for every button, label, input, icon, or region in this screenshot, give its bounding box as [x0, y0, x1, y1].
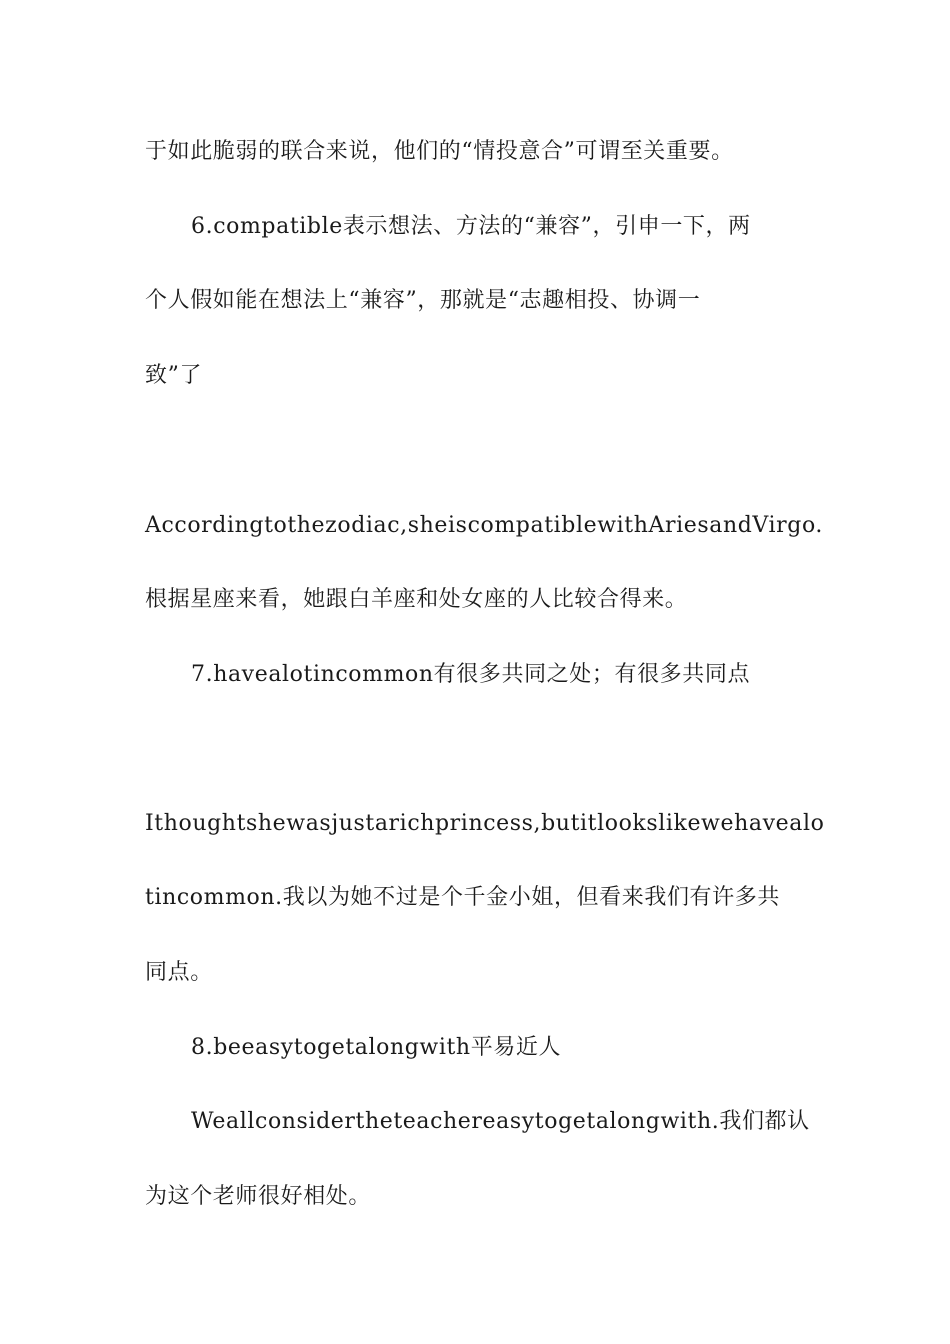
text-line-12: Weallconsidertheteachereasytogetalongwith.我们都认 [191, 1109, 810, 1134]
text-line-7: 7.havealotincommon有很多共同之处；有很多共同点 [191, 662, 751, 687]
text-line-9: tincommon.我以为她不过是个千金小姐，但看来我们有许多共 [145, 885, 780, 910]
text-line-3: 个人假如能在想法上“兼容”，那就是“志趣相投、协调一 [145, 288, 701, 313]
text-line-13: 为这个老师很好相处。 [145, 1184, 372, 1209]
text-line-4: 致”了 [145, 363, 203, 388]
text-line-6: 根据星座来看，她跟白羊座和处女座的人比较合得来。 [145, 587, 688, 612]
text-line-10: 同点。 [145, 960, 213, 985]
text-line-1: 于如此脆弱的联合来说，他们的“情投意合”可谓至关重要。 [145, 139, 734, 164]
text-line-2: 6.compatible表示想法、方法的“兼容”，引申一下，两 [191, 214, 751, 239]
text-line-8: Ithoughtshewasjustarichprincess,butitlookslikewehavealo [145, 811, 825, 836]
text-line-11: 8.beeasytogetalongwith平易近人 [191, 1035, 562, 1060]
text-line-5: Accordingtothezodiac,sheiscompatiblewithAriesandVirgo. [145, 513, 823, 538]
